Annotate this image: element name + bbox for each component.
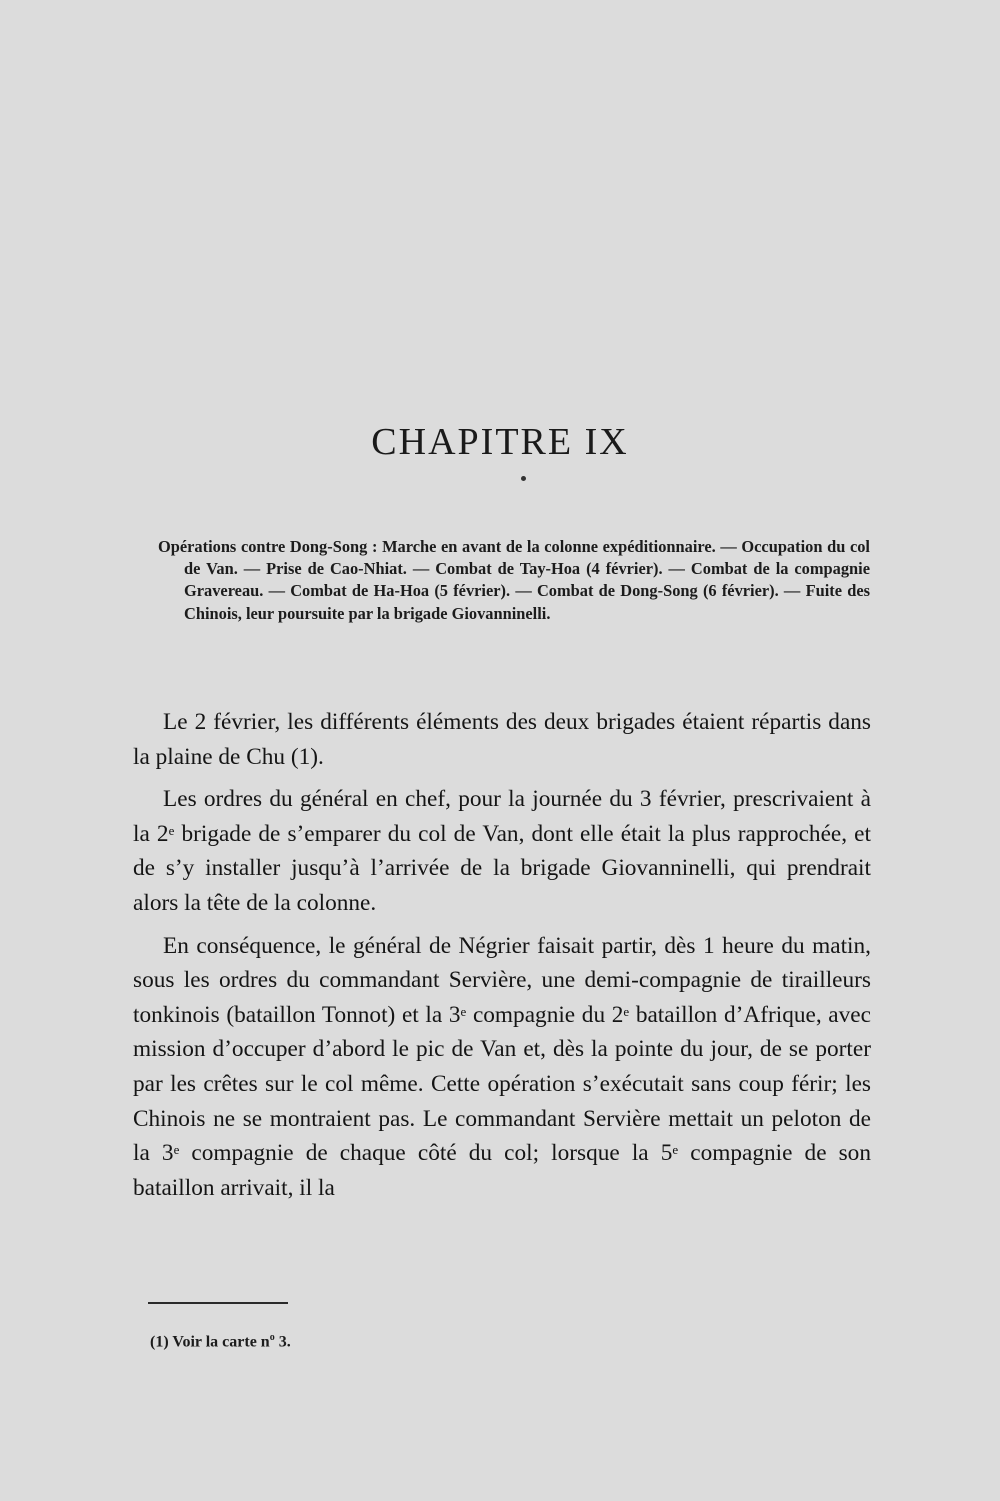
ordinal-sup: e	[173, 1142, 180, 1158]
ordinal-sup: e	[460, 1003, 467, 1019]
ordinal-sup: e	[623, 1003, 630, 1019]
paragraph-2-part-b: brigade de s’emparer du col de Van, dont elle était la plus rapprochée, et de s’y installer jusqu’à l’arrivée de la brigade Giovanninelli, qui prendrait alors la tête de la colonne.	[133, 820, 871, 916]
paragraph-1: Le 2 février, les différents éléments des deux brigades étaient répartis dans la plaine de Chu (1).	[133, 709, 871, 770]
paragraph-3-part-e: compagnie de son bataillon arrivait, il la	[133, 1140, 871, 1201]
footnote-sup: o	[269, 1332, 275, 1343]
chapter-title: CHAPITRE IX	[371, 421, 629, 463]
footnote	[150, 1332, 291, 1351]
paragraph-2	[133, 782, 871, 920]
paragraph-3	[133, 929, 871, 1206]
paragraph-3-part-b: compagnie du 2	[466, 1001, 624, 1028]
ordinal-sup: e	[672, 1142, 679, 1158]
chapter-summary: Opérations contre Dong-Song : Marche en avant de la colonne expéditionnaire. — Occupation du col de Van. — Prise de Cao-Nhiat. — Combat de Tay-Hoa (4 février). — Combat de la compagnie Gravereau. — Combat de Ha-Hoa (5 février). — Combat de Dong-Song (6 février). — Fuite des Chinois, leur poursuite par la brigade Giovanninelli.	[158, 537, 870, 623]
ornament-dot	[521, 476, 526, 481]
paragraph-3-part-c: bataillon d’Afrique, avec mission d’occuper d’abord le pic de Van et, dès la pointe du jour, de se porter par les crêtes sur le col même. Cette opération s’exécutait sans coup férir; les Chinois ne se montraient pas. Le commandant Servière mettait un peloton de la 3	[133, 1001, 871, 1167]
footnote-divider	[148, 1302, 288, 1304]
paragraph-3-part-a: En conséquence, le général de Négrier faisait partir, dès 1 heure du matin, sous les ordres du commandant Servière, une demi-compagnie de tirailleurs tonkinois (bataillon Tonnot) et la 3	[133, 932, 871, 1028]
footnote-end: 3.	[274, 1333, 291, 1351]
paragraph-2-part-a: Les ordres du général en chef, pour la journée du 3 février, prescrivaient à la 2	[133, 786, 871, 847]
paragraph-3-part-d: compagnie de chaque côté du col; lorsque la 5	[179, 1140, 673, 1167]
footnote-text: (1) Voir la carte n	[150, 1333, 270, 1351]
ordinal-sup: e	[168, 822, 175, 838]
body-text	[133, 705, 871, 1213]
